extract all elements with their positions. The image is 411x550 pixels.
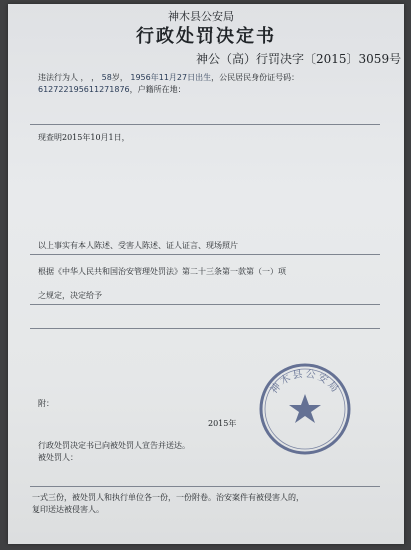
offender-age: 58 (101, 73, 112, 82)
issue-date: 2015年 (208, 419, 237, 428)
footer-line-2: 复印送达被侵害人。 (32, 505, 104, 514)
seal-text: 神木县公安局 (268, 368, 342, 396)
document-number: 神公（高）行罚决字〔2015〕3059号 (196, 52, 402, 66)
official-seal-stamp-icon (255, 359, 355, 459)
decision-line (38, 290, 383, 301)
divider (30, 254, 380, 255)
divider (30, 124, 380, 125)
offender-label: 违法行为人 (38, 73, 78, 82)
offender-line-1: 违法行为人 ， ， 58岁， 1956年11月27日出生，公民居民身份证号码： (38, 73, 300, 82)
recipient-label: 被处罚人： (38, 453, 78, 462)
facts-line-0 (38, 132, 383, 143)
facts-date: 现查明2015年10月1日， (38, 133, 130, 142)
offender-id-number: 612722195611271876 (38, 85, 130, 94)
divider (30, 328, 380, 329)
legal-basis-line: 根据《中华人民共和国治安管理处罚法》第二十三条第一款第（一）项 (38, 267, 286, 276)
divider (30, 486, 380, 487)
divider (30, 304, 380, 305)
footer-line-1: 一式三份，被处罚人和执行单位各一份，一份附卷。治安案件有被侵害人的， (32, 493, 304, 502)
issuing-agency: 神木县公安局 (168, 10, 234, 23)
appeal-suffix: 附： (38, 399, 54, 408)
document-title: 行政处罚决定书 (136, 26, 276, 47)
delivery-heading: 行政处罚决定书已向被处罚人宣告并送达。 (38, 441, 190, 450)
document-paper (8, 4, 404, 544)
decision-text: 之规定，决定给予 (38, 291, 102, 300)
offender-birth: 1956年11月27日出生 (130, 73, 212, 82)
offender-line-2: 612722195611271876，户籍所在地： (38, 85, 186, 94)
evidence-line: 以上事实有本人陈述、受害人陈述、证人证言、现场照片 (38, 241, 238, 250)
